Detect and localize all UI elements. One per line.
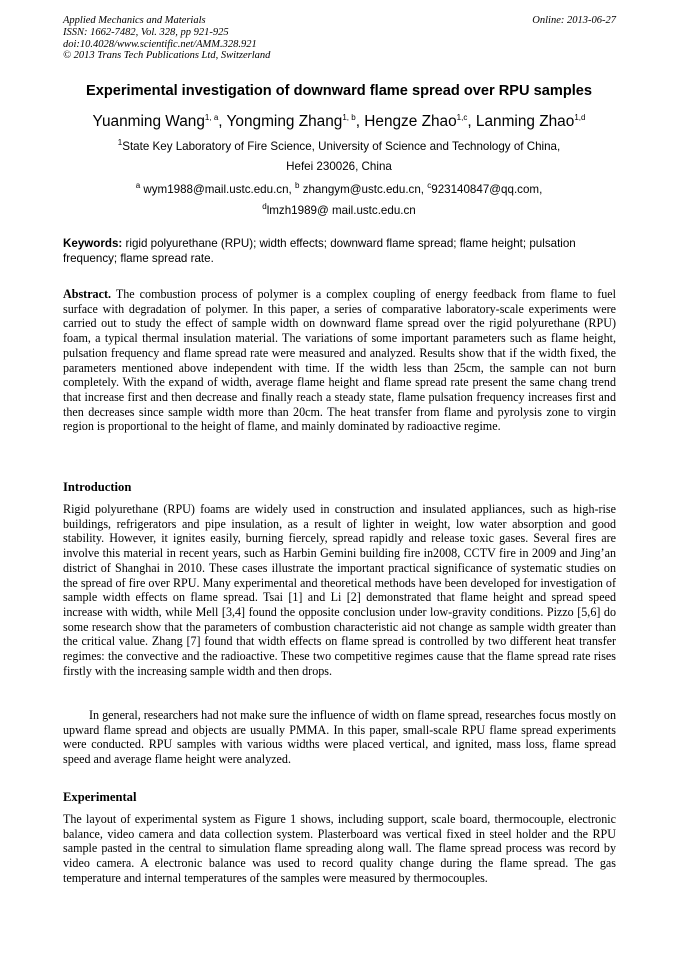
email-d: lmzh1989@ mail.ustc.edu.cn [266,203,416,217]
keywords [63,236,616,267]
section-heading-introduction: Introduction [63,480,132,494]
keywords-label: Keywords: [63,237,123,250]
author-sup: 1, b [342,113,356,122]
email-c: 923140847@qq.com, [431,182,543,196]
author-name: Yongming Zhang [226,113,343,131]
journal-name: Applied Mechanics and Materials [63,15,206,26]
online-date: Online: 2013-06-27 [532,15,616,26]
journal-doi: doi:10.4028/www.scientific.net/AMM.328.921 [63,38,257,50]
abstract [63,287,616,434]
author-name: Lanming Zhao [475,113,575,131]
paper-title: Experimental investigation of downward flame spread over RPU samples [85,83,593,99]
affiliation-line-2: Hefei 230026, China [286,160,392,173]
journal-header [63,15,616,62]
keywords-text: rigid polyurethane (RPU); width effects; downward flame spread; flame height; pulsation frequency; flame spread rate. [63,237,576,266]
email-line-1: $^a$ wym1988@mail.ustc.edu.cn, $^b$ zhangym@ustc.edu.cn, $^c$923140847@qq.com, [135,181,543,196]
author-sup: 1,d [574,113,586,122]
intro-paragraph-1: Rigid polyurethane (RPU) foams are widely used in construction and insulated appliances, such as high-rise buildings, refrigerators and pipe insulation, as a result of lighter in weight, low water absorption and good stability. However, it ignites easily, burning fiercely, spread rapidly and release toxic gases. Several fires are involve this material in recent years, such as Harbin Gemini building fire in2008, CCTV fire in 2009 and Jing’an district of Shanghai in 2010. These cases illustrate the important practical significance of systematic studies on the spread of fire over RPU. Many experimental and theoretical methods have been developed for investigation of sample width effects on flame spread. Tsai [1] and Li [2] demonstrated that flame height and spread speed increase with width, while Mell [3,4] found the opposite conclusion under low-gravity conditions. Pizzo [5,6] do some research show that the parameters of combustion characteristic aid not change as sample width greater than the critical value. Zhang [7] found that width effects on flame spread is controlled by two different heat transfer regimes: the convective and the radioactive. These two competitive regimes cause that the flame spread rate rises firstly with the increasing sample width and then drops. [63,502,616,678]
author-sup: 1,c [456,113,468,122]
abstract-label: Abstract. [63,287,112,301]
author-name: Yuanming Wang [92,113,205,131]
experimental-paragraph-1: The layout of experimental system as Figure 1 shows, including support, scale board, thermocouple, electronic balance, video camera and data collection system. Plasterboard was vertical fixed in steel holder and the RPU sample pasted in the central to simulation flame spreading along wall. The flame spread process was record by video camera. A electronic balance was used to record quality change during the flame spread. The gas temperature and internal temperatures of the samples were measured by thermocouples. [63,812,616,885]
email-b: zhangym@ustc.edu.cn, [302,182,425,196]
email-a: wym1988@mail.ustc.edu.cn, [143,182,292,196]
abstract-text: The combustion process of polymer is a complex coupling of energy feedback from flame to fuel surface with degradation of polymer. In this paper, a series of comparative laboratory-scale experiments were carried out to study the effect of sample width on downward flame spread over the rigid polyurethane (RPU) foam, a typical thermal insulation material. The variations of some important parameters such as flame height, pulsation frequency and flame spread rate were measured and analyzed. Results show that if the width fixed, the parameters mentioned above independent with time. If the width less than 25cm, the sample can not burn completely. With the expand of width, average flame height and flame spread rate present the same chang trend that increase first and then decrease and finally reach a steady state, flame pulsation frequency increases first and then decreases since sample width more than 20cm. The heat transfer from flame and pyrolysis zone to virgin region is proportional to the height of flame, and mainly dominated by radioactive regime. [63,287,617,434]
intro-paragraph-2: In general, researchers had not make sure the influence of width on flame spread, researches focus mostly on upward flame spread and objects are usually PMMA. In this paper, small-scale RPU flame spread experiments were conducted. RPU samples with various widths were placed vertical, and ignited, mass loss, flame spread speed and average flame height were analyzed. [63,708,616,767]
affiliation-line-1: $^1$State Key Laboratory of Fire Science, University of Science and Technology of China, [117,138,561,153]
journal-issn: ISSN: 1662-7482, Vol. 328, pp 921-925 [63,26,229,38]
journal-copyright: © 2013 Trans Tech Publications Ltd, Switzerland [63,50,271,62]
section-heading-experimental: Experimental [63,790,137,804]
author-sup: 1, a [204,113,219,122]
author-list: Yuanming Wang$^{1, a}$, Yongming Zhang$^{1, b}$, Hengze Zhao$^{1,c}$, Lanming Zhao$^{1,d}$ [92,113,586,131]
author-name: Hengze Zhao [364,113,457,131]
email-line-2: $^d$lmzh1989@ mail.ustc.edu.cn [262,202,416,217]
